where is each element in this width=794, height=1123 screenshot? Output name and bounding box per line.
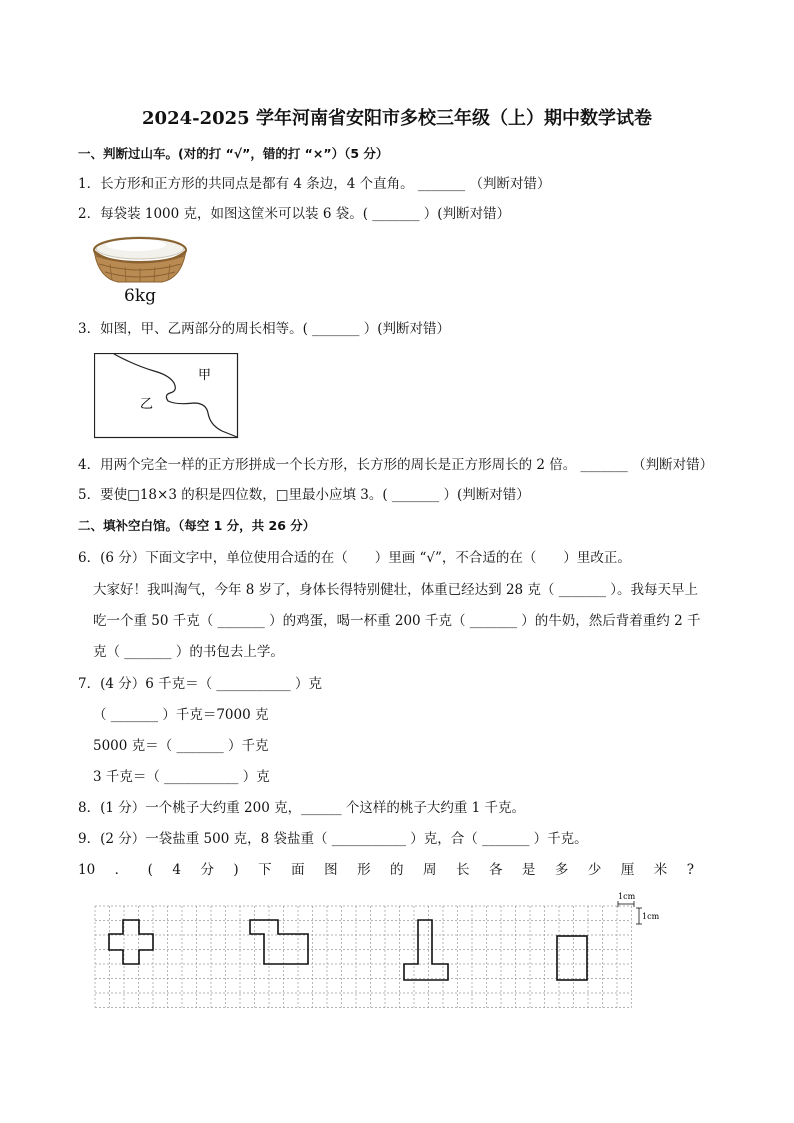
q10-char: 面	[291, 862, 305, 878]
section-2-header: 二、填补空白馆。（每空 1 分，共 26 分）	[78, 518, 316, 533]
q10-char: ?	[686, 862, 694, 878]
question-9: 9．(2 分）一袋盐重 500 克，8 袋盐重（ ___________ ）克，合（ _______ ）千克。	[78, 831, 588, 847]
q10-char: (	[147, 862, 153, 878]
basket-label: 6kg	[124, 286, 156, 306]
scale-v-label: 1cm	[642, 912, 660, 921]
q10-char: 厘	[620, 862, 635, 878]
question-3: 3．如图，甲、乙两部分的周长相等。( _______ ）(判断对错）	[78, 321, 450, 337]
q10-char: 的	[390, 862, 404, 878]
question-5: 5．要使□18×3 的积是四位数，□里最小应填 3。( _______ ）(判断对错）	[78, 487, 530, 503]
question-4: 4．用两个完全一样的正方形拼成一个长方形，长方形的周长是正方形周长的 2 倍。 _______ （判断对错）	[78, 457, 714, 473]
question-6-text-2: 吃一个重 50 千克（ _______ ）的鸡蛋，喝一杯重 200 千克（ _______ ）的牛奶，然后背着重约 2 千	[93, 613, 701, 629]
q10-char: 多	[554, 862, 569, 878]
scale-h-label: 1cm	[618, 892, 636, 901]
q10-char: ．	[114, 862, 129, 878]
question-7-line-1: 7．(4 分）6 千克＝（ ___________ ）克	[78, 676, 322, 692]
partition-figure	[94, 353, 240, 439]
question-10	[78, 861, 694, 879]
step-shape	[250, 920, 308, 964]
question-1: 1．长方形和正方形的共同点是都有 4 条边，4 个直角。 _______ （判断对错）	[78, 176, 551, 192]
q10-char: 分	[200, 862, 214, 878]
question-2: 2．每袋装 1000 克，如图这筐米可以装 6 袋。( _______ ）(判断对错）	[78, 206, 511, 222]
q10-char: 米	[653, 862, 668, 878]
q10-char: 是	[521, 862, 536, 878]
question-6: 6．(6 分）下面文字中，单位使用合适的在（ ）里画 “√”，不合适的在（ ）里改正。	[78, 550, 631, 566]
rectangle-shape	[557, 936, 587, 980]
l-shape	[404, 920, 448, 980]
question-7-line-2: （ _______ ）千克＝7000 克	[93, 707, 269, 723]
label-jia: 甲	[198, 368, 212, 383]
q10-char: 4	[172, 862, 181, 878]
page-title: 2024-2025 学年河南省安阳市多校三年级（上）期中数学试卷	[142, 108, 652, 129]
question-8: 8．(1 分）一个桃子大约重 200 克，______ 个这样的桃子大约重 1 千克。	[78, 800, 526, 816]
q10-char: 下	[258, 862, 272, 878]
question-7-line-4: 3 千克＝（ ___________ ）克	[93, 769, 270, 785]
q10-char: 各	[488, 862, 503, 878]
q10-char: 形	[357, 862, 371, 878]
question-6-text-3: 克（ _______ ）的书包去上学。	[93, 644, 284, 660]
cross-shape	[109, 920, 153, 964]
q10-char: 少	[587, 862, 602, 878]
rice-basket-image	[90, 234, 190, 286]
section-1-header: 一、判断过山车。(对的打 “√”，错的打 “×”）（5 分）	[78, 146, 389, 161]
q10-char: 周	[423, 862, 437, 878]
question-6-text-1: 大家好！我叫淘气，今年 8 岁了，身体长得特别健壮，体重已经达到 28 克（ _______ ）。我每天早上	[93, 582, 699, 598]
grid-figure	[92, 890, 672, 1008]
label-yi: 乙	[140, 397, 154, 412]
question-7-line-3: 5000 克＝（ _______ ）千克	[93, 738, 269, 754]
q10-char: )	[233, 862, 239, 878]
q10-char: 10	[78, 862, 96, 878]
q10-char: 长	[455, 862, 470, 878]
dashed-grid	[95, 906, 632, 1008]
q10-char: 图	[324, 862, 338, 878]
